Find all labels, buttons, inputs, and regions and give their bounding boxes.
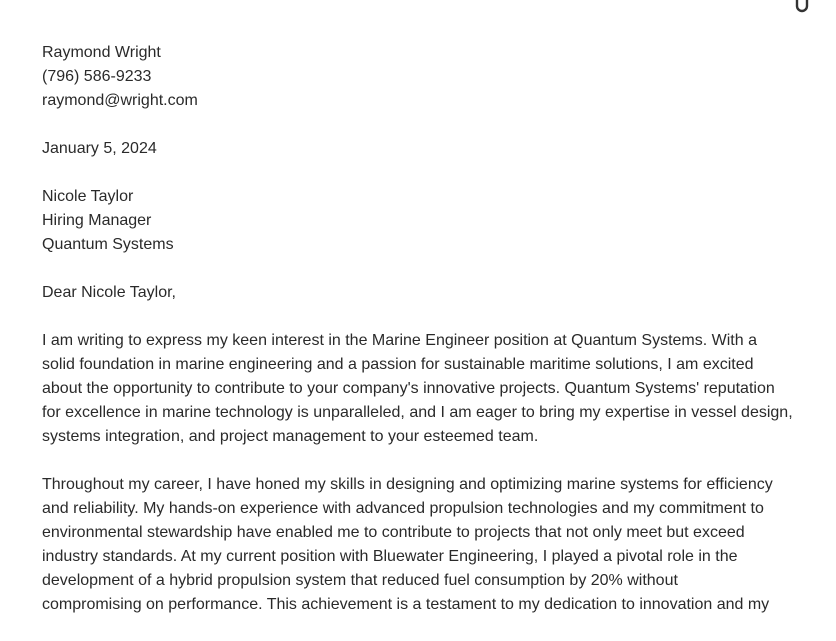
paragraph-line: compromising on performance. This achievement is a testament to my dedication to innovation and my xyxy=(42,596,770,613)
sender-name: Raymond Wright xyxy=(42,44,161,61)
recipient-company: Quantum Systems xyxy=(42,236,174,253)
partial-u-icon xyxy=(795,0,809,14)
sender-block xyxy=(42,41,802,113)
paragraph-line: industry standards. At my current position with Bluewater Engineering, I played a pivotal role in the xyxy=(42,548,738,565)
paragraph-experience xyxy=(42,473,802,617)
sender-email: raymond@wright.com xyxy=(42,92,198,109)
cover-letter xyxy=(42,41,802,641)
recipient-title: Hiring Manager xyxy=(42,212,152,229)
paragraph-intro xyxy=(42,329,802,449)
paragraph-line: systems integration, and project management to your esteemed team. xyxy=(42,428,539,445)
paragraph-line: and reliability. My hands-on experience with advanced propulsion technologies and my commitment to xyxy=(42,500,764,517)
recipient-name: Nicole Taylor xyxy=(42,188,134,205)
paragraph-line: about the opportunity to contribute to your company's innovative projects. Quantum Systems' reputation xyxy=(42,380,775,397)
paragraph-line: environmental stewardship have enabled me to contribute to projects that not only meet but exceed xyxy=(42,524,745,541)
paragraph-line: development of a hybrid propulsion system that reduced fuel consumption by 20% without xyxy=(42,572,678,589)
sender-phone: (796) 586-9233 xyxy=(42,68,152,85)
salutation: Dear Nicole Taylor, xyxy=(42,284,176,301)
date-block xyxy=(42,137,802,161)
recipient-block xyxy=(42,185,802,257)
paragraph-line: Throughout my career, I have honed my skills in designing and optimizing marine systems for efficiency xyxy=(42,476,773,493)
letter-date: January 5, 2024 xyxy=(42,140,157,157)
paragraph-line: I am writing to express my keen interest in the Marine Engineer position at Quantum Systems. With a xyxy=(42,332,757,349)
paragraph-line: for excellence in marine technology is unparalleled, and I am eager to bring my expertise in vessel design, xyxy=(42,404,793,421)
paragraph-line: solid foundation in marine engineering and a passion for sustainable maritime solutions, I am excited xyxy=(42,356,754,373)
salutation-block xyxy=(42,281,802,305)
